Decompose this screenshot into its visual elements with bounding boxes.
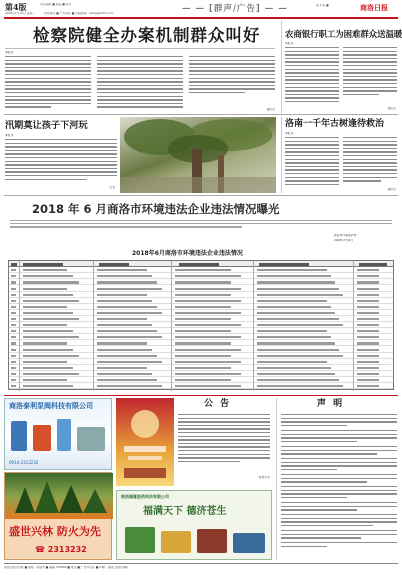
title-underline [5,48,275,49]
ad-brand: 商洛泰利泵阀科技有限公司 [9,402,93,410]
table-row [9,267,393,273]
table-row [9,353,393,359]
table-row [9,383,393,389]
statement-body [281,414,397,554]
ad-fire-image [5,473,113,519]
article-byline: 记者 [109,186,115,189]
tree-illustration [120,117,276,193]
source-note: 商洛市环境保护局 [334,234,357,237]
editor-line: 责任编辑 ■ 美编 ■ 校对 [40,3,72,6]
table-row [9,371,393,377]
article-byline: 通讯员 [387,188,396,191]
table-row [9,322,393,328]
article-river [5,117,117,193]
article-title: 检察院健全办案机制群众叫好 [33,26,261,45]
pump-products-image [9,415,109,457]
article-body [285,47,397,107]
article-title: 农商银行职工为困难群众送温暖 [285,29,402,39]
notice-signoff: 特此公告 [258,476,270,479]
article-body [285,137,397,189]
article-ancient-tree [281,117,398,193]
article-byline: 通讯员 [266,108,275,111]
table-row [9,347,393,353]
violation-table [8,260,394,390]
table-row [9,298,393,304]
table-row [9,377,393,383]
masthead-rule [4,17,398,19]
table-row [9,316,393,322]
page-number: 第4版 [5,2,27,12]
notice-body [178,414,270,470]
exposure-section [4,198,398,393]
exposure-banner-title: 2018 年 6 月商洛市环境违法企业违法情况曝光 [32,202,280,216]
article-kicker: 本报讯 [285,132,294,135]
table-row [9,273,393,279]
section-title: — — [群声/广告] — — [182,4,288,14]
statement-section [276,398,398,560]
table-row [9,359,393,365]
ad-pharma [116,490,272,560]
section-rule [4,395,398,396]
ad-poster [116,398,174,486]
edition-info: 第 4 版 ■ [316,4,329,7]
exposure-intro [10,220,392,233]
article-prosecution [5,21,275,113]
ad-slogan: 盛世兴林 防火为先 [9,525,101,538]
article-title: 汛期莫让孩子下河玩 [5,120,88,131]
source-date: 2018年7月9日 [334,239,354,242]
table-title: 2018年6月商洛市环境违法企业违法情况 [132,250,243,257]
ad-fire-prevention [4,472,112,560]
article-byline: 通讯员 [387,107,396,110]
ad-phone: ☎ 2313232 [35,545,87,554]
table-row [9,340,393,346]
table-row [9,279,393,285]
ad-pump-company [4,398,112,470]
table-row [9,286,393,292]
forest-illustration [5,473,113,519]
contact-line: 新闻热线 ■ 广告热线 ■ 投稿邮箱：sldbgg@163.com [44,12,114,15]
article-kicker: 本报讯 [5,134,14,137]
footer-text: 商洛日报社出版 ■ 地址：商洛市 ■ 邮编 726000 ■ 电话 ■ 广告许可证 ■ 印刷：商洛日报社印刷厂 [4,566,130,569]
tree-photo [120,117,276,193]
table-row [9,365,393,371]
pharma-products-image [121,523,269,557]
article-kicker: 本报讯 [285,42,294,45]
table-row [9,304,393,310]
table-row [9,328,393,334]
statement-title: 声 明 [317,399,345,409]
table-header-row [9,261,393,267]
divider [4,114,398,115]
table-row [9,310,393,316]
article-title: 洛南一千年古树逢待救治 [285,119,385,129]
notice-box [176,398,272,486]
article-bank [281,21,402,113]
article-body [5,139,117,185]
divider [4,195,398,196]
notice-title: 公 告 [204,399,232,409]
masthead [4,2,398,17]
footer-rule [4,563,398,564]
article-kicker: 本报讯 [5,51,14,54]
ad-company: 陕西福喜医药科技有限公司 [121,494,169,499]
ad-slogan: 福满天下 德济苍生 [143,506,227,517]
poster-illustration [116,398,174,486]
table-row [9,334,393,340]
table-row [9,292,393,298]
paper-logo: 商洛日报 [360,3,388,12]
ad-phone: 0914-2313232 [9,460,39,465]
date-line: 2018年7月10日 星期二 [5,12,36,15]
article-body [5,56,275,108]
